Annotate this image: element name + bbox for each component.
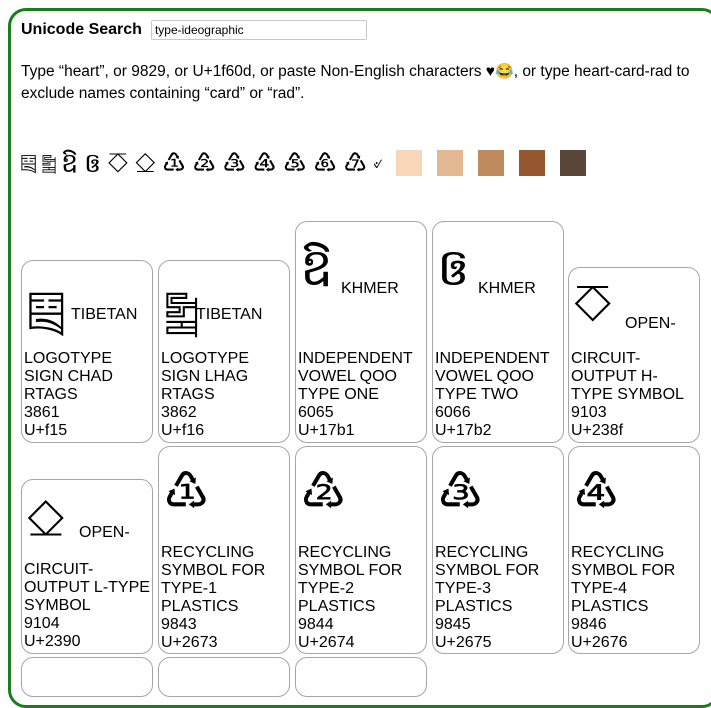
strip-glyph[interactable]: ♷ bbox=[282, 148, 307, 178]
card-details bbox=[571, 350, 697, 440]
card-decimal: 9843 bbox=[161, 616, 197, 633]
card-glyph: ឱ bbox=[300, 239, 334, 297]
header bbox=[21, 20, 367, 40]
result-glyph-strip bbox=[20, 144, 601, 182]
card-decimal: 6066 bbox=[435, 404, 471, 421]
app-title: Unicode Search bbox=[21, 21, 142, 38]
card-details bbox=[161, 350, 287, 440]
card-details bbox=[571, 544, 697, 652]
result-card[interactable] bbox=[158, 446, 290, 654]
strip-glyph[interactable]: ♹ bbox=[343, 148, 368, 178]
result-card[interactable] bbox=[568, 267, 700, 443]
card-details bbox=[435, 350, 561, 440]
strip-glyph[interactable]: ♸ bbox=[312, 148, 338, 178]
result-card[interactable] bbox=[158, 260, 290, 443]
strip-glyph[interactable]: ♴ bbox=[192, 148, 217, 178]
card-glyph: ♵ bbox=[437, 463, 484, 521]
result-card[interactable] bbox=[21, 260, 153, 443]
card-script: OPEN- bbox=[625, 315, 676, 332]
card-script: OPEN- bbox=[79, 524, 130, 541]
search-hint bbox=[21, 61, 701, 105]
card-details bbox=[24, 350, 150, 440]
card-decimal: 6065 bbox=[298, 404, 334, 421]
card-glyph: ♶ bbox=[573, 463, 620, 521]
card-decimal: 9844 bbox=[298, 616, 334, 633]
card-name: RECYCLING SYMBOL FOR TYPE-2 PLASTICS bbox=[298, 544, 403, 615]
card-details bbox=[298, 544, 424, 652]
card-codepoint: U+f16 bbox=[161, 422, 205, 439]
strip-glyph[interactable]: ឲ bbox=[84, 148, 102, 178]
card-codepoint: U+2676 bbox=[571, 634, 628, 651]
strip-glyph[interactable]: ♶ bbox=[252, 148, 277, 178]
card-details bbox=[298, 350, 424, 440]
card-script: KHMER bbox=[478, 280, 536, 297]
skin-tone-swatch[interactable] bbox=[560, 150, 586, 176]
result-card[interactable] bbox=[295, 221, 427, 443]
card-details bbox=[24, 561, 150, 651]
card-glyph: ⎏ bbox=[573, 276, 613, 332]
card-name: LOGOTYPE SIGN CHAD RTAGS bbox=[24, 350, 113, 403]
result-card[interactable] bbox=[568, 446, 700, 654]
card-codepoint: U+f15 bbox=[24, 422, 68, 439]
card-codepoint: U+2674 bbox=[298, 634, 355, 651]
card-glyph: ឲ bbox=[437, 239, 471, 297]
result-card[interactable] bbox=[295, 446, 427, 654]
strip-glyph[interactable]: ♵ bbox=[222, 148, 247, 178]
card-name: RECYCLING SYMBOL FOR TYPE-1 PLASTICS bbox=[161, 544, 266, 615]
result-card[interactable] bbox=[432, 221, 564, 443]
tears-of-joy-icon: 😂 bbox=[495, 63, 514, 80]
card-decimal: 3861 bbox=[24, 404, 60, 421]
strip-glyph[interactable]: ⎐ bbox=[134, 148, 156, 178]
skin-tone-swatch[interactable] bbox=[437, 150, 463, 176]
card-decimal: 9845 bbox=[435, 616, 471, 633]
card-name: INDEPENDENT VOWEL QOO TYPE ONE bbox=[298, 350, 413, 403]
strip-glyph[interactable]: ༕ bbox=[20, 150, 38, 175]
skin-tone-swatch[interactable] bbox=[478, 150, 504, 176]
card-name: RECYCLING SYMBOL FOR TYPE-3 PLASTICS bbox=[435, 544, 540, 615]
card-details bbox=[161, 544, 287, 652]
card-decimal: 3862 bbox=[161, 404, 197, 421]
card-glyph: ♳ bbox=[163, 463, 210, 521]
search-input[interactable] bbox=[151, 20, 367, 40]
card-script: TIBETAN bbox=[71, 306, 138, 323]
skin-tone-swatch[interactable] bbox=[396, 150, 422, 176]
card-decimal: 9104 bbox=[24, 615, 60, 632]
hint-text-end: , or type heart-card-rad to exclude names containing “card” or “rad”. bbox=[21, 63, 690, 102]
card-glyph: ༖ bbox=[163, 282, 201, 340]
card-script: TIBETAN bbox=[196, 306, 263, 323]
card-name: CIRCUIT-OUTPUT L-TYPE SYMBOL bbox=[24, 561, 150, 614]
card-codepoint: U+17b1 bbox=[298, 422, 355, 439]
card-decimal: 9103 bbox=[571, 404, 607, 421]
card-glyph: ༕ bbox=[26, 282, 67, 340]
card-name: INDEPENDENT VOWEL QOO TYPE TWO bbox=[435, 350, 550, 403]
card-name: RECYCLING SYMBOL FOR TYPE-4 PLASTICS bbox=[571, 544, 676, 615]
result-card[interactable] bbox=[295, 657, 427, 697]
card-codepoint: U+238f bbox=[571, 422, 624, 439]
card-codepoint: U+2390 bbox=[24, 633, 81, 650]
result-card[interactable] bbox=[21, 657, 153, 697]
result-card[interactable] bbox=[158, 657, 290, 697]
strip-glyph[interactable]: ୰ bbox=[373, 155, 383, 171]
result-card[interactable] bbox=[432, 446, 564, 654]
card-script: KHMER bbox=[341, 280, 399, 297]
card-codepoint: U+17b2 bbox=[435, 422, 492, 439]
skin-tone-swatch[interactable] bbox=[519, 150, 545, 176]
card-glyph: ♴ bbox=[300, 463, 347, 521]
card-glyph: ⎐ bbox=[26, 490, 66, 546]
card-codepoint: U+2675 bbox=[435, 634, 492, 651]
strip-glyph[interactable]: ༖ bbox=[41, 150, 58, 175]
card-decimal: 9846 bbox=[571, 616, 607, 633]
strip-glyph[interactable]: ឱ bbox=[61, 148, 79, 178]
strip-glyph[interactable]: ♳ bbox=[161, 148, 187, 178]
strip-glyph[interactable]: ⎏ bbox=[107, 148, 129, 178]
card-name: LOGOTYPE SIGN LHAG RTAGS bbox=[161, 350, 250, 403]
card-details bbox=[435, 544, 561, 652]
hint-text-start: Type “heart”, or 9829, or U+1f60d, or paste Non-English characters ♥ bbox=[21, 63, 496, 80]
result-card[interactable] bbox=[21, 479, 153, 654]
card-name: CIRCUIT-OUTPUT H-TYPE SYMBOL bbox=[571, 350, 684, 403]
card-codepoint: U+2673 bbox=[161, 634, 218, 651]
